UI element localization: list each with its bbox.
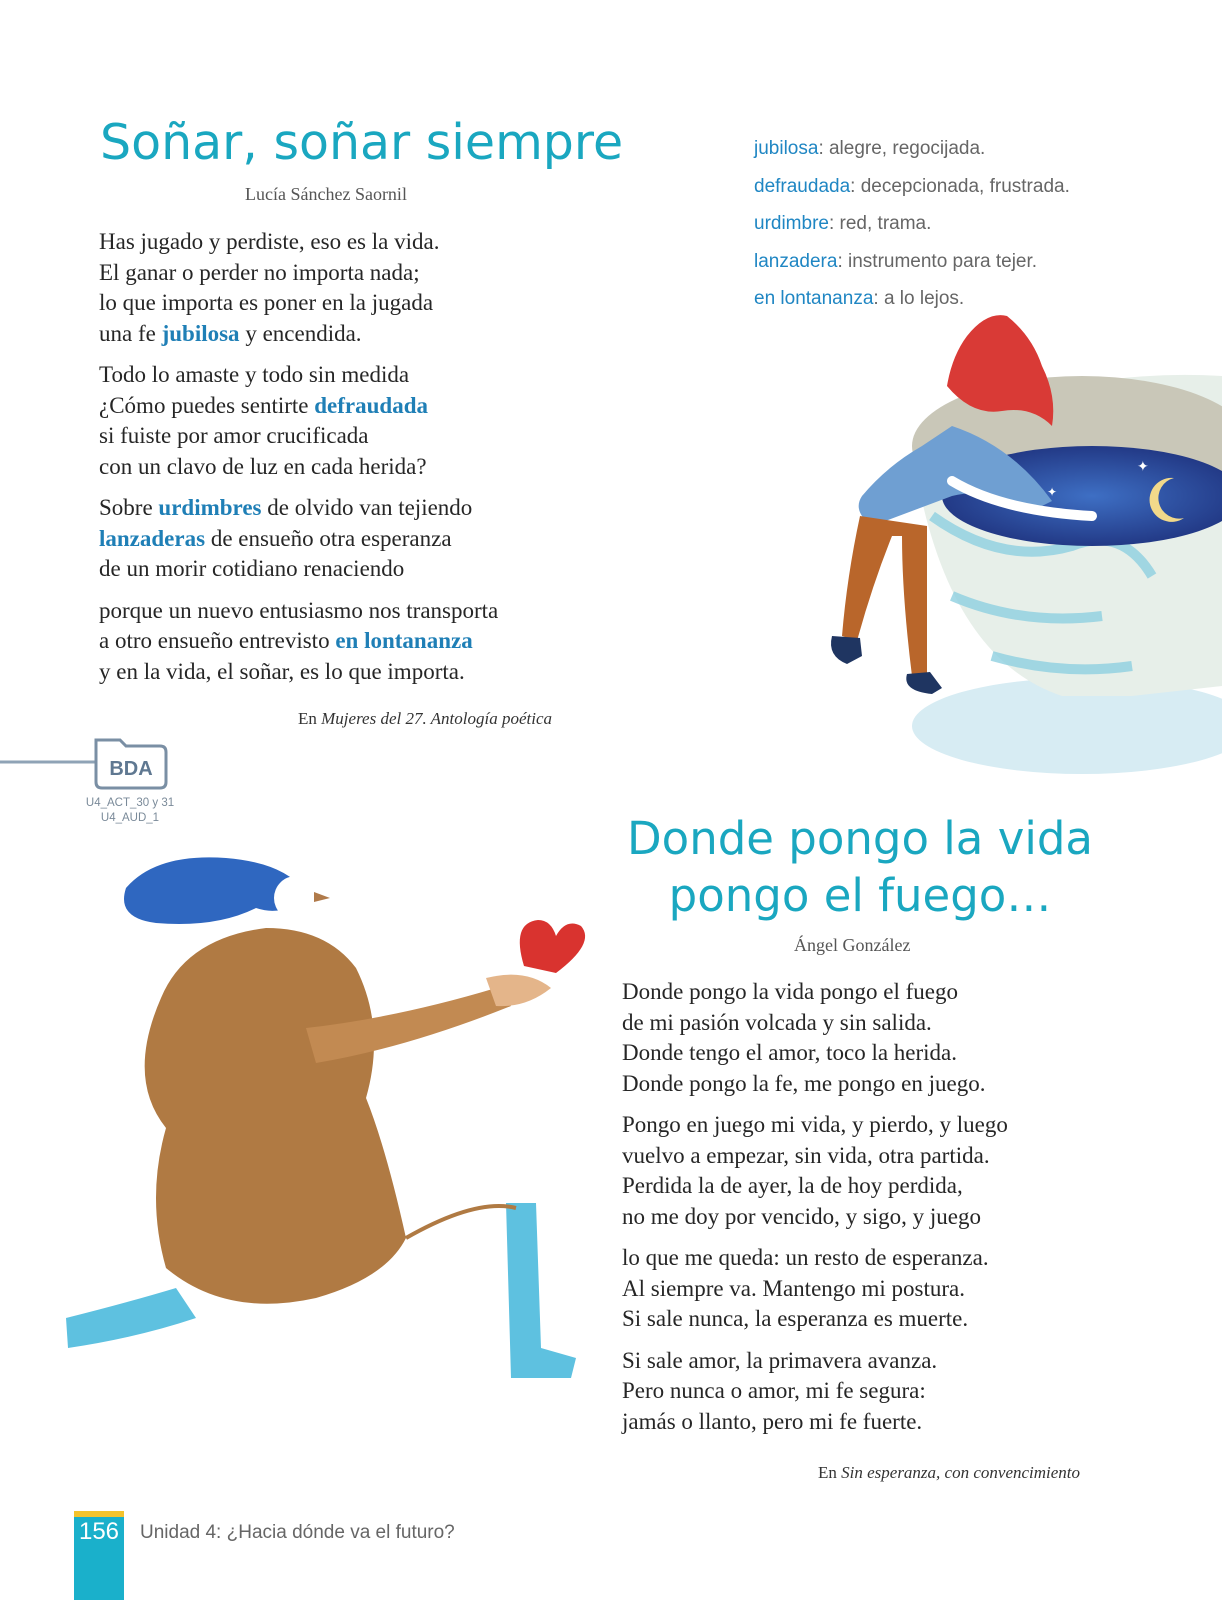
stanza	[99, 596, 498, 688]
glossary-definition: : a lo lejos.	[873, 288, 965, 309]
line-text: una fe	[99, 320, 162, 346]
glossary-term: urdimbre	[754, 213, 829, 234]
glossary-word: en lontananza	[335, 628, 473, 653]
stanza	[99, 360, 498, 482]
line-text: de ensueño otra esperanza	[205, 525, 452, 551]
glossary-term: defraudada	[754, 175, 851, 197]
leg-front	[506, 1203, 576, 1378]
poem-line: Donde pongo la fe, me pongo en juego.	[622, 1070, 986, 1096]
glossary-term: en lontananza	[754, 288, 874, 309]
glossary-term: jubilosa	[754, 138, 819, 159]
poem-line: de un morir cotidiano renaciendo	[99, 556, 405, 581]
poem-line	[99, 319, 498, 350]
glossary-term: lanzadera	[754, 250, 838, 272]
stanza	[622, 1243, 1008, 1335]
stanza	[622, 977, 1008, 1099]
star-icon: ✦	[1137, 459, 1149, 475]
poem-line: lo que me queda: un resto de esperanza.	[622, 1245, 989, 1270]
leg-front-top	[406, 1206, 516, 1238]
page-number: 156	[78, 1518, 120, 1545]
nose	[314, 892, 330, 902]
body	[145, 928, 406, 1304]
footer-accent	[74, 1511, 124, 1517]
poem1-title: Soñar, soñar siempre	[100, 114, 624, 171]
poem-line: Pero nunca o amor, mi fe segura:	[622, 1378, 926, 1403]
poem1-author: Lucía Sánchez Saornil	[245, 184, 407, 204]
glossary-word: defraudada	[314, 392, 429, 418]
glossary-word: jubilosa	[161, 320, 240, 346]
bda-code-2: U4_AUD_1	[100, 812, 160, 824]
poem2-source-prefix: En	[818, 1463, 842, 1482]
poem2-source-title: Sin esperanza, con convencimiento	[841, 1463, 1081, 1482]
poem1-source-prefix: En	[298, 709, 322, 728]
poem-line: El ganar o perder no importa nada;	[99, 259, 420, 285]
line-text: de olvido van tejiendo	[261, 495, 473, 520]
stanza	[622, 1346, 1008, 1438]
poem-line: Si sale nunca, la esperanza es muerte.	[622, 1306, 969, 1331]
poem-line: Perdida la de ayer, la de hoy perdida,	[622, 1173, 963, 1198]
poem-line: si fuiste por amor crucificada	[99, 423, 369, 448]
poem-line: y en la vida, el soñar, es lo que importa.	[99, 658, 465, 684]
shoe-left	[831, 636, 862, 664]
shoe-right	[906, 672, 942, 694]
heart-woman-illustration	[56, 848, 616, 1408]
poem-line	[99, 524, 498, 555]
line-text: a otro ensueño entrevisto	[99, 628, 336, 653]
poem-line: lo que importa es poner en la jugada	[99, 290, 434, 315]
stanza	[622, 1110, 1008, 1232]
poem-line: jamás o llanto, pero mi fe fuerte.	[622, 1408, 923, 1434]
face	[274, 876, 318, 920]
glossary-definition: : red, trama.	[828, 213, 932, 234]
unit-title: Unidad 4: ¿Hacia dónde va el futuro?	[140, 1522, 455, 1543]
heart-icon	[520, 920, 585, 973]
poem2-title	[560, 810, 1160, 924]
poem-line: Pongo en juego mi vida, y pierdo, y luego	[622, 1112, 1008, 1137]
bda-code-1: U4_ACT_30 y 31	[85, 797, 175, 809]
poem-line: Donde pongo la vida pongo el fuego	[622, 979, 958, 1004]
poem-line: no me doy por vencido, y sigo, y juego	[622, 1203, 982, 1229]
line-text: y encendida.	[239, 320, 362, 346]
glossary-entry	[754, 213, 1070, 251]
glossary-definition: : decepcionada, frustrada.	[850, 175, 1070, 197]
glossary-word: lanzaderas	[99, 525, 206, 551]
poem1-source	[298, 709, 552, 729]
bowl-girl-illustration	[802, 296, 1222, 796]
poem1-body	[99, 227, 498, 698]
poem-line: con un clavo de luz en cada herida?	[99, 453, 427, 479]
poem-line: porque un nuevo entusiasmo nos transporta	[99, 597, 499, 623]
stanza	[99, 493, 498, 585]
poem-line: de mi pasión volcada y sin salida.	[622, 1009, 932, 1035]
poem-line	[99, 626, 498, 657]
poem2-source	[818, 1463, 1080, 1483]
glossary-entry	[754, 251, 1070, 289]
bda-codes	[84, 796, 176, 826]
poem-line: Has jugado y perdiste, eso es la vida.	[99, 229, 440, 254]
bda-label: BDA	[109, 758, 153, 780]
glossary-entry	[754, 138, 1070, 176]
glossary-entry	[754, 176, 1070, 214]
poem2-author: Ángel González	[794, 935, 911, 955]
poem-line: Al siempre va. Mantengo mi postura.	[622, 1275, 966, 1301]
line-text: Sobre	[99, 495, 159, 520]
bda-badge	[0, 730, 170, 794]
line-text: ¿Cómo puedes sentirte	[99, 392, 315, 418]
poem2-title-line2: pongo el fuego…	[668, 869, 1052, 922]
star-icon-2: ✦	[1047, 485, 1058, 499]
poem-line: Si sale amor, la primavera avanza.	[622, 1347, 938, 1373]
poem2-body	[622, 977, 1008, 1448]
poem-line	[99, 493, 498, 524]
glossary-definition: : alegre, regocijada.	[818, 138, 986, 159]
poem-line: Donde tengo el amor, toco la herida.	[622, 1040, 958, 1065]
poem-line	[99, 391, 498, 422]
poem2-title-line1: Donde pongo la vida	[627, 812, 1093, 865]
hands	[486, 975, 551, 1007]
poem-line: vuelvo a empezar, sin vida, otra partida.	[622, 1142, 990, 1168]
glossary-definition: : instrumento para tejer.	[837, 250, 1038, 272]
glossary-word: urdimbres	[158, 495, 262, 520]
poem-line: Todo lo amaste y todo sin medida	[99, 362, 410, 387]
leg-back	[66, 1288, 196, 1348]
poem1-source-title: Mujeres del 27. Antología poética	[321, 709, 553, 728]
stanza	[99, 227, 498, 349]
